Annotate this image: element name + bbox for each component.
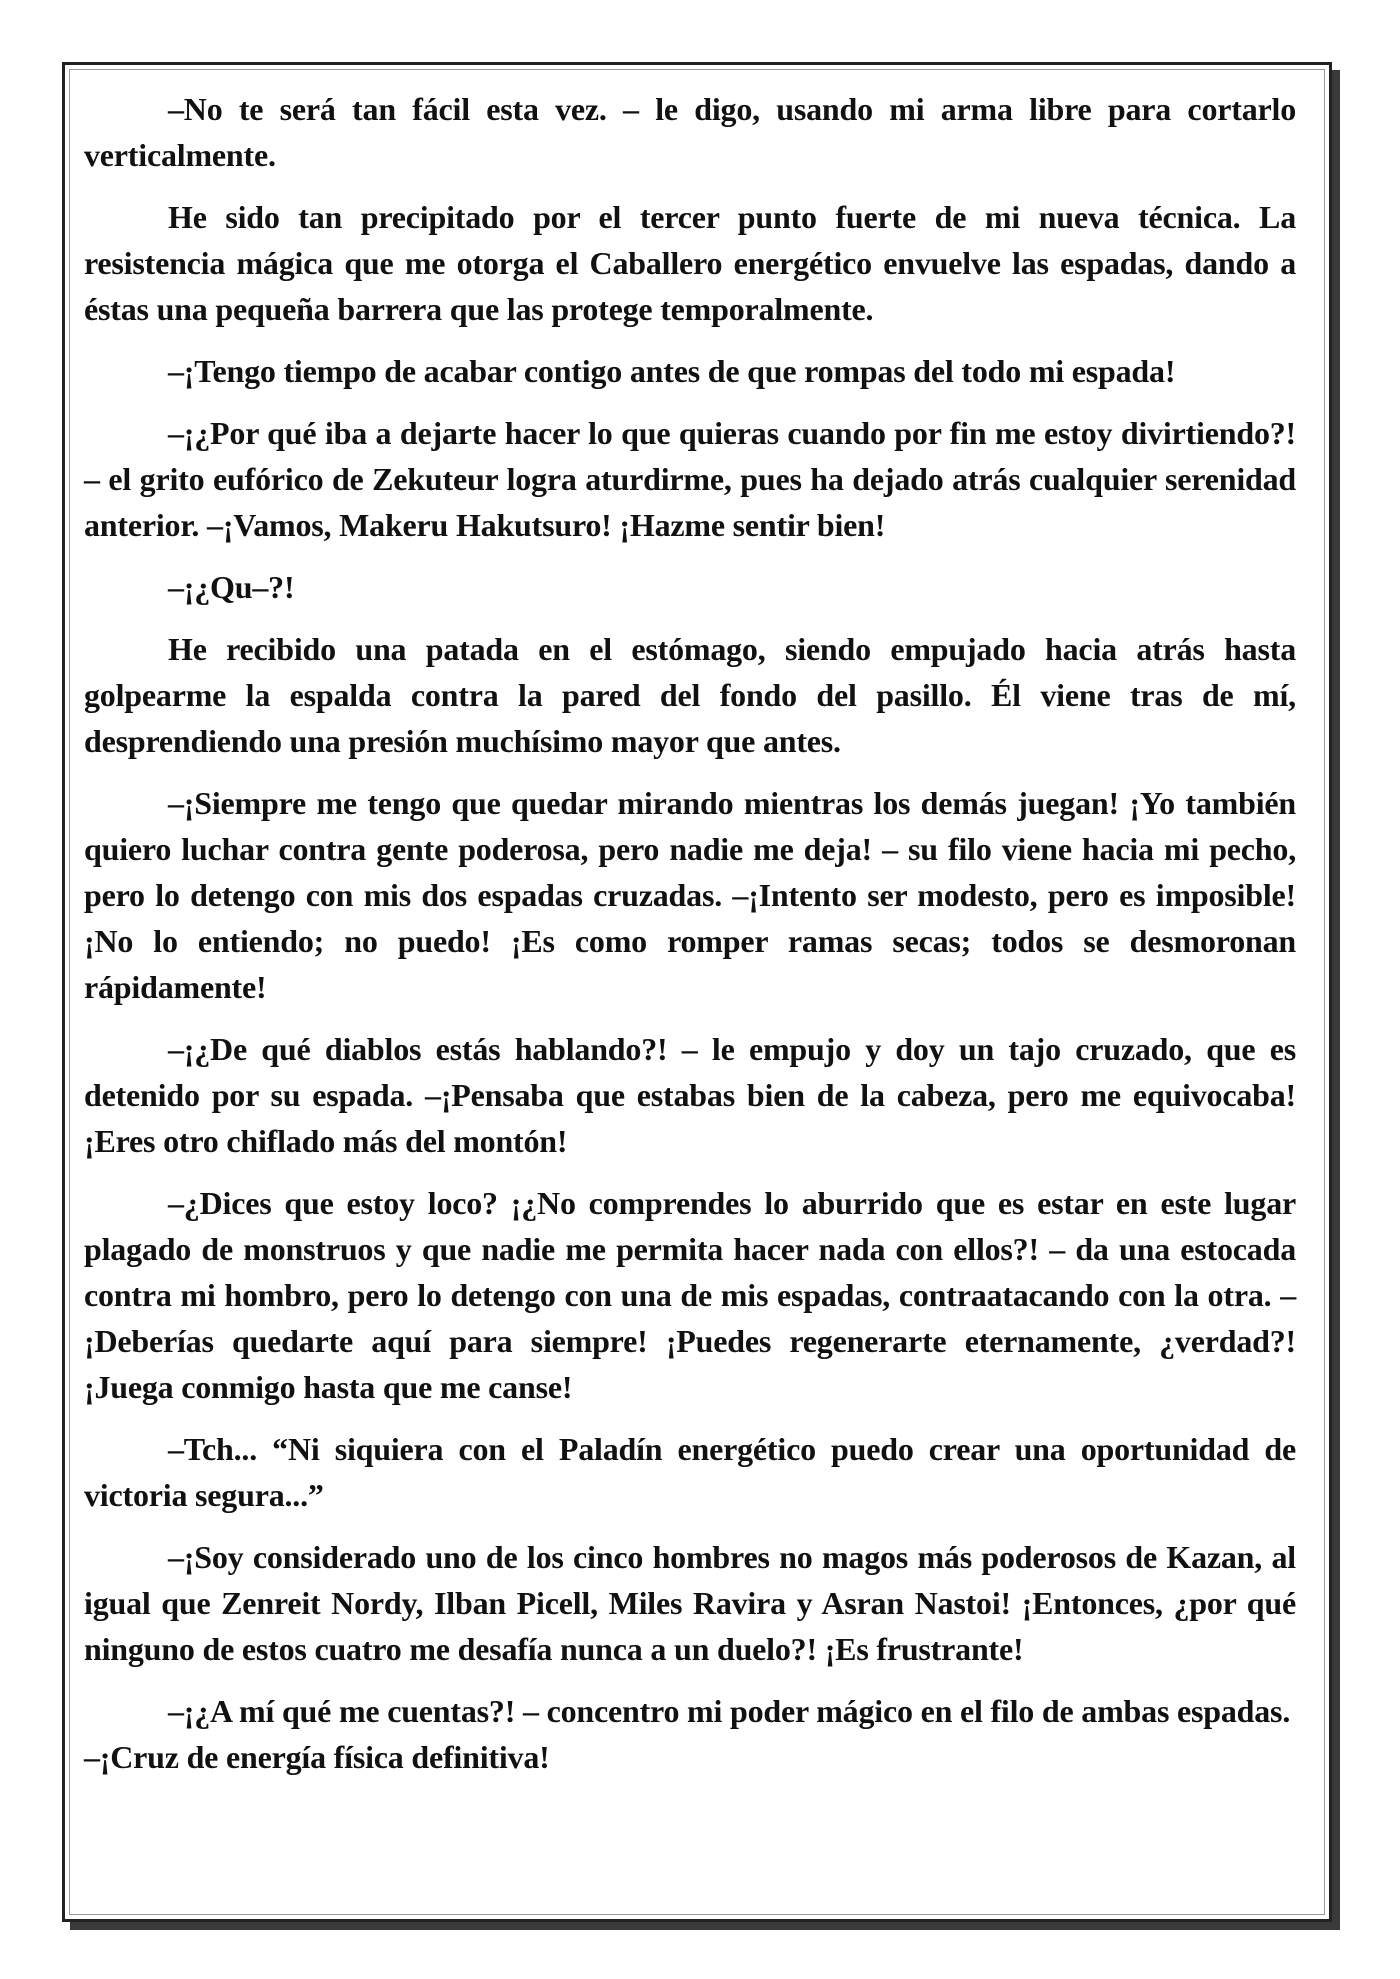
paragraph: –¡¿Por qué iba a dejarte hacer lo que quieras cuando por fin me estoy divirtiendo?! – el grito eufórico de Zekuteur logra aturdirme, pues ha dejado atrás cualquier serenidad anterior. –¡Vamos, Makeru Hakutsuro! ¡Hazme sentir bien! xyxy=(84,415,1296,543)
paragraph: –No te será tan fácil esta vez. – le digo, usando mi arma libre para cortarlo verticalmente. xyxy=(84,91,1296,173)
paragraph: –¡Tengo tiempo de acabar contigo antes de que rompas del todo mi espada! xyxy=(168,353,1176,389)
paragraph: –¡¿Qu–?! xyxy=(168,569,295,605)
paragraph: –¡¿De qué diablos estás hablando?! – le empujo y doy un tajo cruzado, que es detenido por su espada. –¡Pensaba que estabas bien de la cabeza, pero me equivocaba! ¡Eres otro chiflado más del montón! xyxy=(84,1031,1296,1159)
paragraph: –¡Soy considerado uno de los cinco hombres no magos más poderosos de Kazan, al igual que Zenreit Nordy, Ilban Picell, Miles Ravira y Asran Nastoi! ¡Entonces, ¿por qué ninguno de estos cuatro me desafía nunca a un duelo?! ¡Es frustrante! xyxy=(84,1539,1296,1667)
document-body xyxy=(84,86,1296,1796)
paragraph: –Tch... “Ni siquiera con el Paladín energético puedo crear una oportunidad de victoria segura...” xyxy=(84,1431,1296,1513)
paragraph: –¡Siempre me tengo que quedar mirando mientras los demás juegan! ¡Yo también quiero luchar contra gente poderosa, pero nadie me deja! – su filo viene hacia mi pecho, pero lo detengo con mis dos espadas cruzadas. –¡Intento ser modesto, pero es imposible! ¡No lo entiendo; no puedo! ¡Es como romper ramas secas; todos se desmoronan rápidamente! xyxy=(84,785,1296,1005)
paragraph: He recibido una patada en el estómago, siendo empujado hacia atrás hasta golpearme la espalda contra la pared del fondo del pasillo. Él viene tras de mí, desprendiendo una presión muchísimo mayor que antes. xyxy=(84,631,1296,759)
paragraph: –¿Dices que estoy loco? ¡¿No comprendes lo aburrido que es estar en este lugar plagado de monstruos y que nadie me permita hacer nada con ellos?! – da una estocada contra mi hombro, pero lo detengo con una de mis espadas, contraatacando con la otra. –¡Deberías quedarte aquí para siempre! ¡Puedes regenerarte eternamente, ¿verdad?! ¡Juega conmigo hasta que me canse! xyxy=(84,1185,1296,1405)
paragraph: –¡¿A mí qué me cuentas?! – concentro mi poder mágico en el filo de ambas espadas. –¡Cruz de energía física definitiva! xyxy=(84,1693,1291,1775)
paragraph: He sido tan precipitado por el tercer punto fuerte de mi nueva técnica. La resistencia mágica que me otorga el Caballero energético envuelve las espadas, dando a éstas una pequeña barrera que las protege temporalmente. xyxy=(84,199,1296,327)
